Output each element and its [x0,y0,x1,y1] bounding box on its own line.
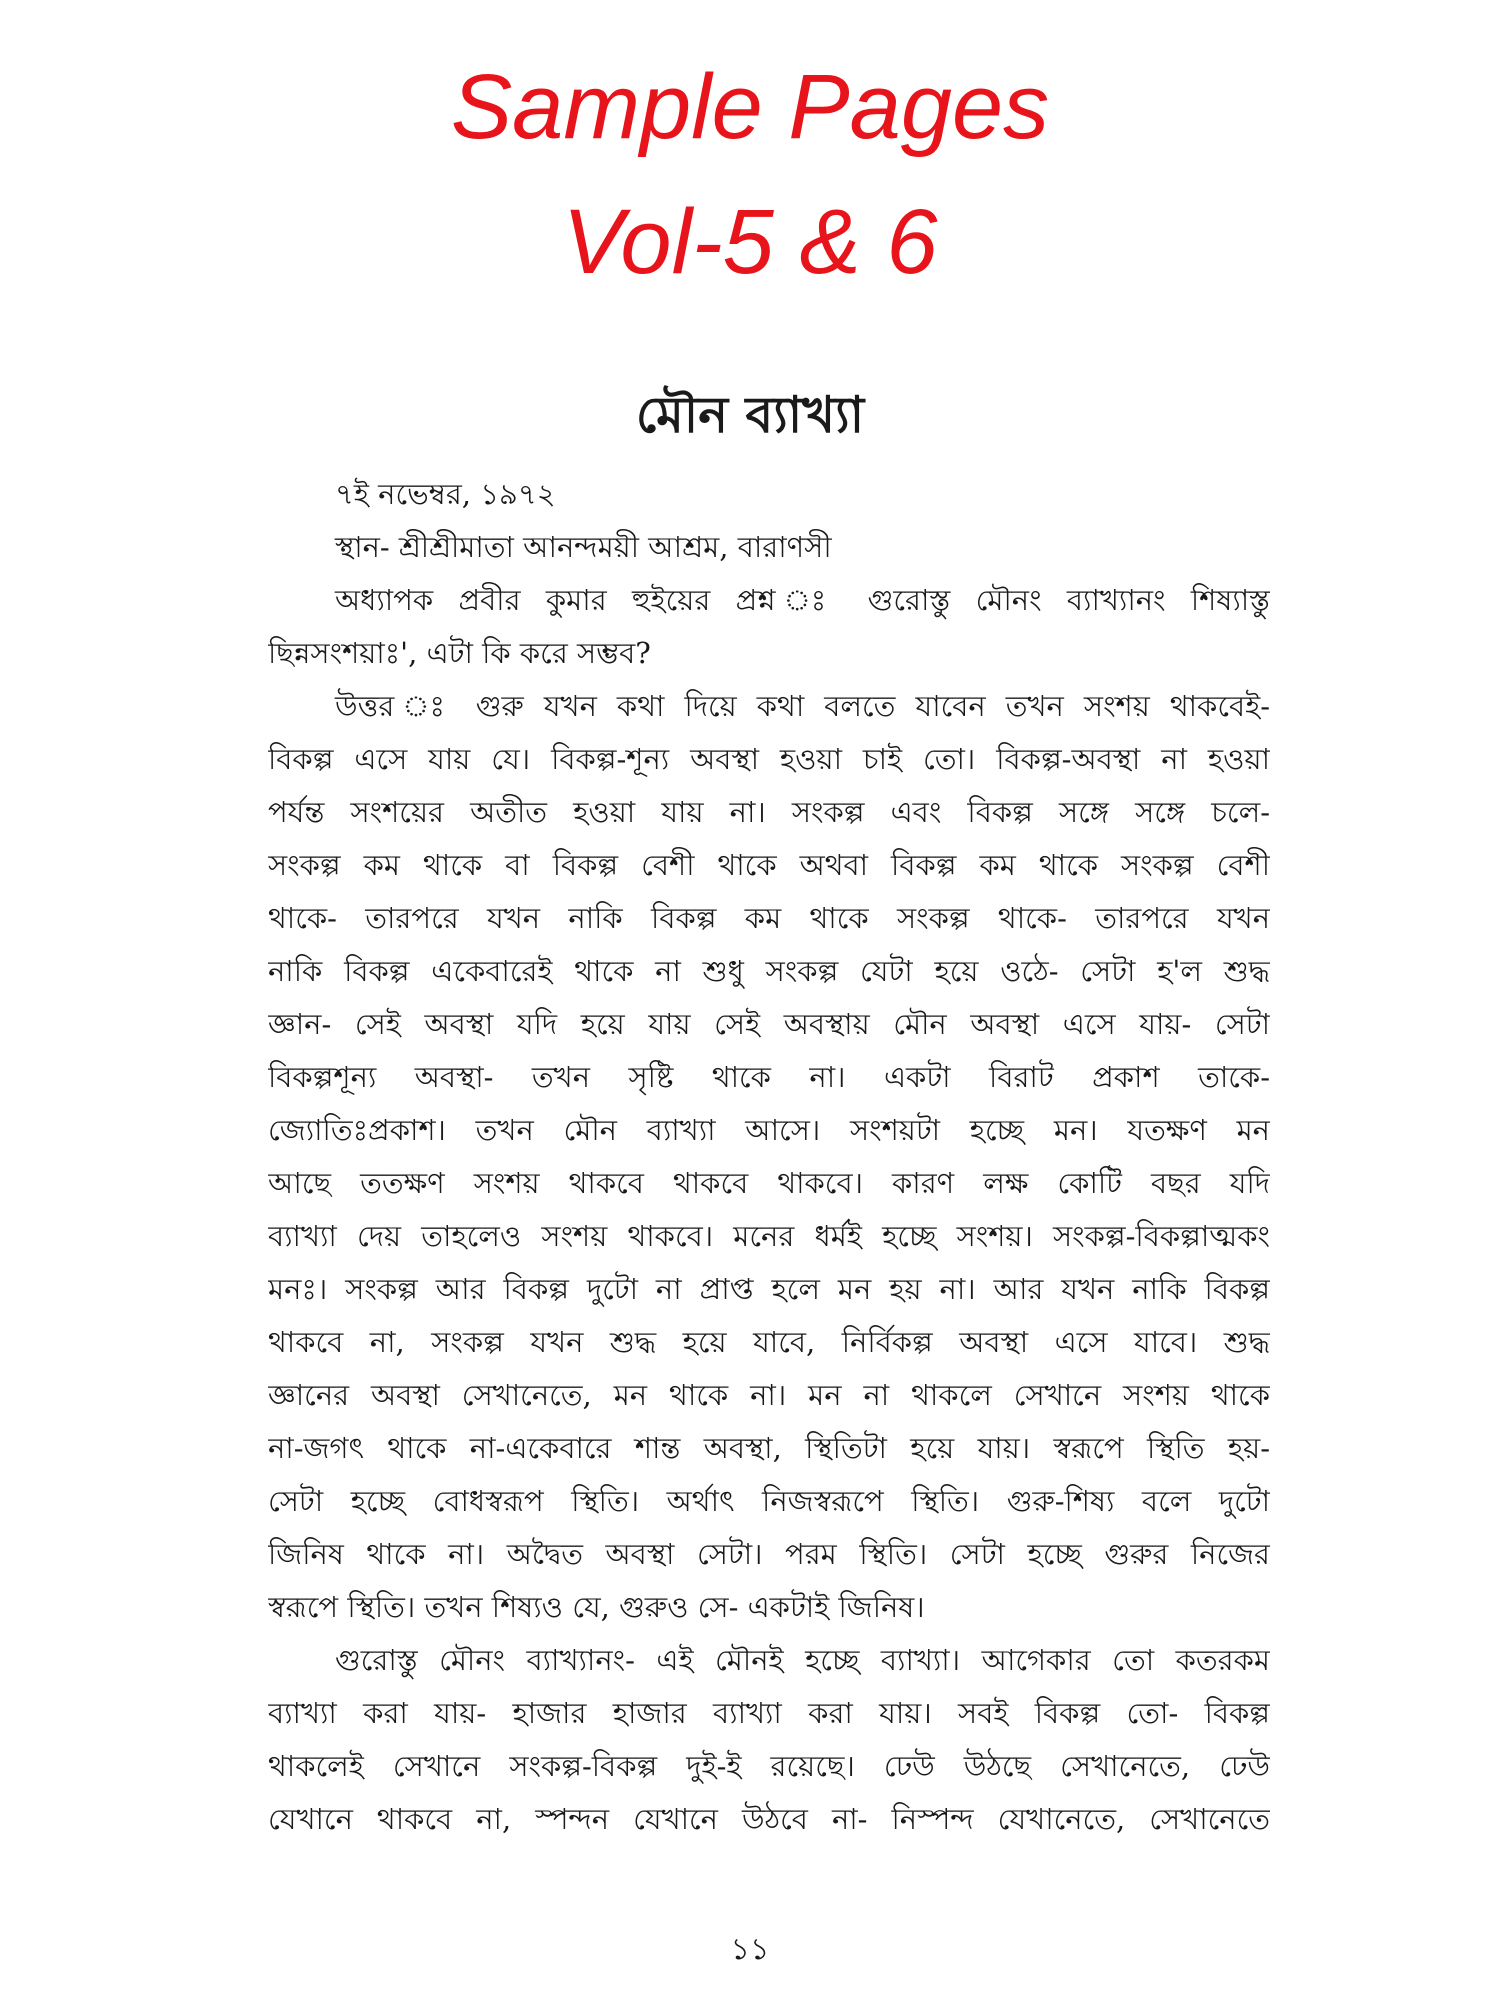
banner-line-1: Sample Pages [450,56,1050,158]
answer-line: সংকল্প কম থাকে বা বিকল্প বেশী থাকে অথবা বিকল্প কম থাকে সংকল্প বেশী [268,848,1270,882]
paragraph-line: ব্যাখ্যা করা যায়- হাজার হাজার ব্যাখ্যা করা যায়। সবই বিকল্প তো- বিকল্প [268,1696,1270,1730]
banner-line-2: Vol-5 & 6 [562,191,938,293]
answer-line: আছে ততক্ষণ সংশয় থাকবে থাকবে থাকবে। কারণ লক্ষ কোটি বছর যদি [268,1166,1270,1200]
paragraph-line: গুরোস্তু মৌনং ব্যাখ্যানং- এই মৌনই হচ্ছে ব্যাখ্যা। আগেকার তো কতরকম [335,1643,1270,1677]
answer-line: জ্ঞানের অবস্থা সেখানেতে, মন থাকে না। মন না থাকলে সেখানে সংশয় থাকে [268,1378,1270,1412]
place-line: স্থান- শ্রীশ্রীমাতা আনন্দময়ী আশ্রম, বারাণসী [335,530,832,564]
answer-line: জ্ঞান- সেই অবস্থা যদি হয়ে যায় সেই অবস্থায় মৌন অবস্থা এসে যায়- সেটা [268,1007,1270,1041]
answer-line: জিনিষ থাকে না। অদ্বৈত অবস্থা সেটা। পরম স্থিতি। সেটা হচ্ছে গুরুর নিজের [268,1537,1270,1571]
answer-line: নাকি বিকল্প একেবারেই থাকে না শুধু সংকল্প যেটা হয়ে ওঠে- সেটা হ'ল শুদ্ধ [268,954,1270,988]
page-number: ১১ [730,1932,770,1967]
answer-line: না-জগৎ থাকে না-একেবারে শান্ত অবস্থা, স্থিতিটা হয়ে যায়। স্বরূপে স্থিতি হয়- [268,1431,1270,1465]
question-line: ছিন্নসংশয়াঃ', এটা কি করে সম্ভব? [268,636,651,670]
answer-line: বিকল্পশূন্য অবস্থা- তখন সৃষ্টি থাকে না। একটা বিরাট প্রকাশ তাকে- [268,1060,1270,1094]
sample-banner [0,40,1500,310]
answer-line: জ্যোতিঃপ্রকাশ। তখন মৌন ব্যাখ্যা আসে। সংশয়টা হচ্ছে মন। যতক্ষণ মন [268,1113,1270,1147]
chapter-title: মৌন ব্যাখ্যা [635,385,865,444]
answer-line: পর্যন্ত সংশয়ের অতীত হওয়া যায় না। সংকল্প এবং বিকল্প সঙ্গে সঙ্গে চলে- [268,795,1270,829]
answer-line: ব্যাখ্যা দেয় তাহলেও সংশয় থাকবে। মনের ধর্মই হচ্ছে সংশয়। সংকল্প-বিকল্পাত্মকং [268,1219,1270,1253]
page-body [268,468,1270,1846]
answer-line: মনঃ। সংকল্প আর বিকল্প দুটো না প্রাপ্ত হলে মন হয় না। আর যখন নাকি বিকল্প [268,1272,1270,1306]
paragraph-line: থাকলেই সেখানে সংকল্প-বিকল্প দুই-ই রয়েছে। ঢেউ উঠছে সেখানেতে, ঢেউ [268,1749,1270,1783]
answer-line: থাকে- তারপরে যখন নাকি বিকল্প কম থাকে সংকল্প থাকে- তারপরে যখন [268,901,1270,935]
answer-line: সেটা হচ্ছে বোধস্বরূপ স্থিতি। অর্থাৎ নিজস্বরূপে স্থিতি। গুরু-শিষ্য বলে দুটো [268,1484,1270,1518]
answer-line: বিকল্প এসে যায় যে। বিকল্প-শূন্য অবস্থা হওয়া চাই তো। বিকল্প-অবস্থা না হওয়া [268,742,1270,776]
question-line: অধ্যাপক প্রবীর কুমার হুইয়ের প্রশ্ন ঃ গুরোস্তু মৌনং ব্যাখ্যানং শিষ্যাস্তু [335,583,1270,617]
answer-line: থাকবে না, সংকল্প যখন শুদ্ধ হয়ে যাবে, নির্বিকল্প অবস্থা এসে যাবে। শুদ্ধ [268,1325,1270,1359]
answer-line: উত্তর ঃ গুরু যখন কথা দিয়ে কথা বলতে যাবেন তখন সংশয় থাকবেই- [335,689,1270,723]
date-line: ৭ই নভেম্বর, ১৯৭২ [335,477,556,511]
paragraph-line: যেখানে থাকবে না, স্পন্দন যেখানে উঠবে না- নিস্পন্দ যেখানেতে, সেখানেতে [268,1802,1270,1836]
answer-line: স্বরূপে স্থিতি। তখন শিষ্যও যে, গুরুও সে- একটাই জিনিষ। [268,1590,925,1624]
